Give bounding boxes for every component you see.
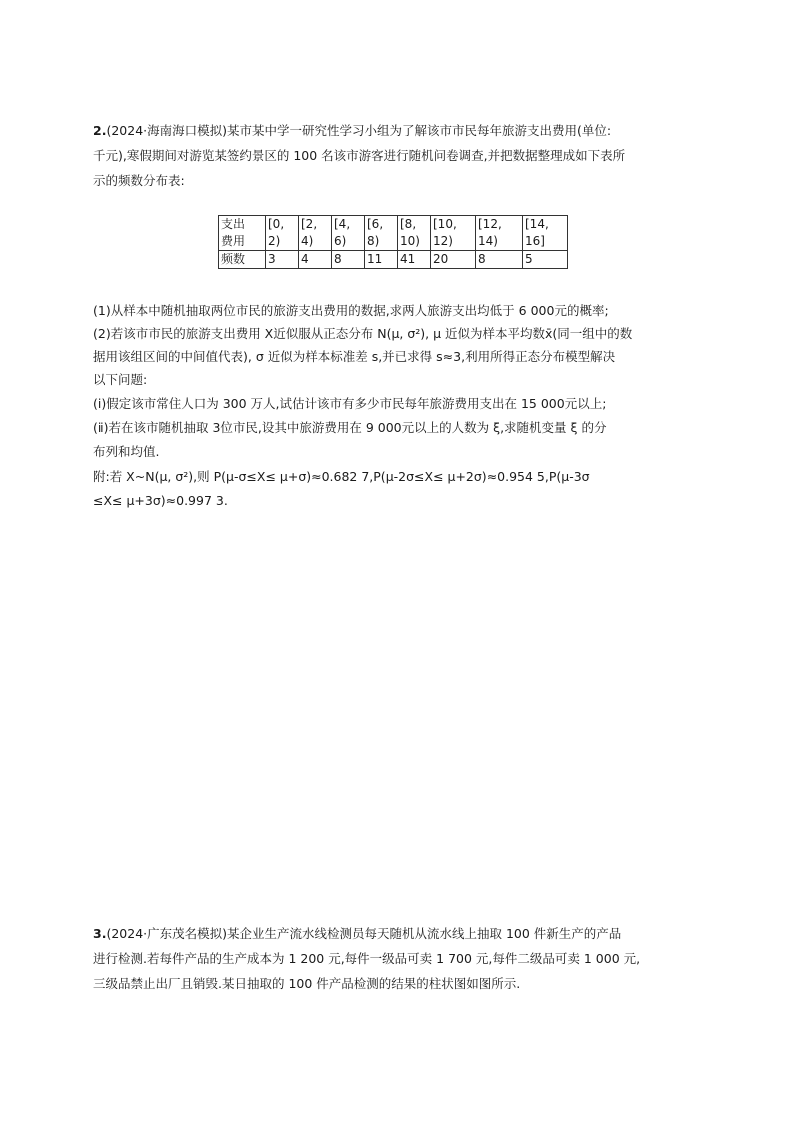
q2-text-1: (2024·海南海口模拟)某市某中学一研究性学习小组为了解该市市民每年旅游支出费用(单位: (106, 123, 612, 138)
q2-sub-i: (ⅰ)假定该市常住人口为 300 万人,试估计该市有多少市民每年旅游费用支出在 15 000元以上; (93, 396, 607, 411)
table-cell: [14, 16] (523, 216, 568, 251)
frequency-table (218, 215, 568, 269)
table-cell: [8, 10) (398, 216, 431, 251)
q3-line-3: 三级品禁止出厂且销毁.某日抽取的 100 件产品检测的结果的柱状图如图所示. (93, 976, 521, 991)
table-cell: 8 (476, 251, 523, 269)
q2-sub-ii-line-2: 布列和均值. (93, 444, 160, 459)
q2-part-1: (1)从样本中随机抽取两位市民的旅游支出费用的数据,求两人旅游支出均低于 6 000元的概率; (93, 303, 609, 318)
table-row-frequency (219, 251, 568, 269)
table-cell: [10, 12) (431, 216, 476, 251)
q2-line-2: 千元),寒假期间对游览某签约景区的 100 名该市游客进行随机问卷调查,并把数据整理成如下表所 (93, 148, 626, 163)
table-cell: [6, 8) (365, 216, 398, 251)
q3-line-1 (93, 925, 621, 943)
table-cell: 8 (332, 251, 365, 269)
q2-part-2-line-3: 以下问题: (93, 372, 148, 387)
q2-appendix-line-2: ≤X≤ μ+3σ)≈0.997 3. (93, 493, 228, 508)
q3-line-2: 进行检测.若每件产品的生产成本为 1 200 元,每件一级品可卖 1 700 元,每件二级品可卖 1 000 元, (93, 951, 641, 966)
q2-line-3: 示的频数分布表: (93, 173, 185, 188)
table-cell: 11 (365, 251, 398, 269)
q2-appendix-line-1: 附:若 X~N(μ, σ²),则 P(μ-σ≤X≤ μ+σ)≈0.682 7,P(μ-2σ≤X≤ μ+2σ)≈0.954 5,P(μ-3σ (93, 469, 590, 484)
table-header-cell: 频数 (219, 251, 266, 269)
table-header-cell: 支出 费用 (219, 216, 266, 251)
table-cell: 4 (299, 251, 332, 269)
table-cell: 41 (398, 251, 431, 269)
q2-sub-ii-line-1: (ⅱ)若在该市随机抽取 3位市民,设其中旅游费用在 9 000元以上的人数为 ξ,求随机变量 ξ 的分 (93, 420, 607, 435)
table-cell: 20 (431, 251, 476, 269)
table-cell: [0, 2) (266, 216, 299, 251)
q3-text-1: (2024·广东茂名模拟)某企业生产流水线检测员每天随机从流水线上抽取 100 件新生产的产品 (106, 926, 622, 941)
q2-line-1 (93, 122, 611, 140)
table-cell: [2, 4) (299, 216, 332, 251)
table-cell: 5 (523, 251, 568, 269)
q2-part-2-line-1: (2)若该市市民的旅游支出费用 X近似服从正态分布 N(μ, σ²), μ 近似为样本平均数x̄(同一组中的数 (93, 326, 633, 341)
table-cell: [12, 14) (476, 216, 523, 251)
q2-number: 2. (93, 123, 107, 138)
table-cell: [4, 6) (332, 216, 365, 251)
q3-number: 3. (93, 926, 107, 941)
table-row-interval (219, 216, 568, 251)
table-cell: 3 (266, 251, 299, 269)
q2-part-2-line-2: 据用该组区间的中间值代表), σ 近似为样本标准差 s,并已求得 s≈3,利用所得正态分布模型解决 (93, 349, 616, 364)
